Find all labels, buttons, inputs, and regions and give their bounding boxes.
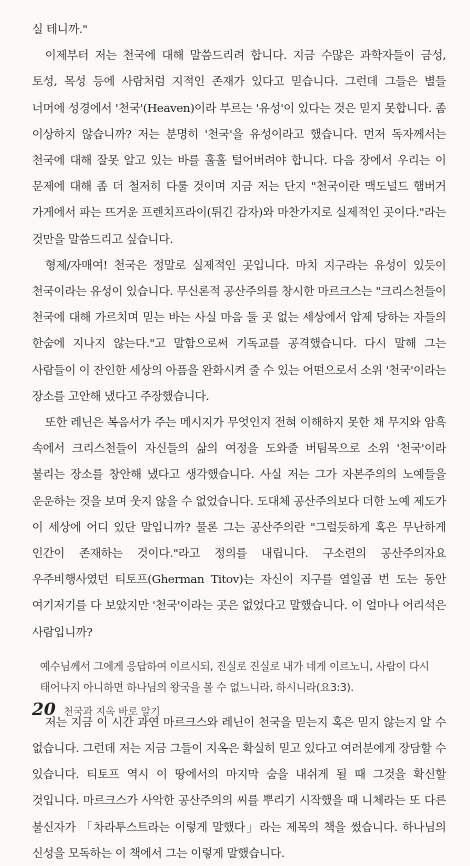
paragraph-marx: 형제/자매여! 천국은 정말로 실제적인 곳입니다. 마치 지구라는 유성이 있듯이 천국이라는 유성이 있습니다. 무신론적 공산주의를 창시한 마르크스는 "크리스천들이 천국에 대해 가르치며 믿는 바는 사실 마음 둘 곳 없는 세상에서 압제 당하는 자들의 한숨에 지나지 않는다."고 말함으로써 기독교를 공격했습니다. 다시 말해 그는 사람들이 이 잔인한 세상의 아픔을 완화시켜 줄 수 있는 어떤으로서 소위 '천국'이라는 장소를 고안해 냈다고 주장했습니다. xyxy=(32,257,446,403)
page-number: 20 xyxy=(32,700,56,720)
paragraph-heaven-intro: 이제부터 저는 천국에 대해 말씀드리려 합니다. 지금 수많은 과학자들이 금성, 토성, 목성 등에 사람처럼 지적인 존재가 있다고 믿습니다. 그런데 그들은 별들 너머에 성경에서 '천국'(Heaven)이라 부르는 '유성'이 있다는 것은 믿지 못합니다. 좀 이상하지 않습니까? 저는 분명히 '천국'을 유성이라고 했습니다. 먼저 독자께서는 천국에 대해 잘못 알고 있는 바를 훌훌 털어버려야 합니다. 다음 장에서 우리는 이 문제에 대해 좀 더 철저히 다룰 것이며 지금 저는 단지 "천국이란 맥도널드 햄버거 가게에서 파는 뜨거운 프렌치프라이(튀긴 감자)와 마찬가지로 실제적인 곳이다."라는 것만을 말씀드리고 싶습니다. xyxy=(32,48,446,246)
page-footer xyxy=(32,700,160,720)
paragraph-lenin: 또한 레닌은 복음서가 주는 메시지가 무엇인지 전혀 이해하지 못한 채 무지와 암흑 속에서 크리스천들이 자신들의 삶의 여정을 도와줄 버팀목으로 소위 '천국'이라 불리는 장소를 창안해 냈다고 생각했습니다. 사실 저는 그가 자본주의의 노예들을 운운하는 것을 보며 웃지 않을 수 없었습니다. 도대체 공산주의보다 더한 노예 제도가 이 세상에 어디 있단 말입니까? 물론 그는 공산주의란 "그럴듯하게 혹은 무난하게 인간이 존재하는 것이다."라고 정의를 내립니다. 구소련의 공산주의자요 우주비행사였던 티토프(Gherman Titov)는 자신이 지구를 열일곱 번 도는 동안 여기저기를 다 보았지만 '천국'이라는 곳은 없었다고 말했습니다. 이 얼마나 어리석은 사람입니까? xyxy=(32,415,446,639)
running-title: 천국과 지옥 바로 알기 xyxy=(63,707,161,718)
scripture-quote: 예수님께서 그에게 응답하여 이르시되, 진실로 진실로 내가 네게 이르노니, 사람이 다시 태어나지 아니하면 하나님의 왕국을 볼 수 없느니라, 하시니라(요3:3). xyxy=(40,660,430,694)
paragraph-continued: 실 테니까." xyxy=(32,22,88,36)
paragraph-nietzsche: 저는 지금 이 시간 과연 마르크스와 레닌이 천국을 믿는지 혹은 믿지 않는지 알 수 없습니다. 그런데 저는 지금 그들이 지옥은 확실히 믿고 있다고 여러분에게 장담할 수 있습니다. 티토프 역시 이 땅에서의 마지막 숨을 내쉬게 될 때 그것을 확신할 것입니다. 마르크스가 사악한 공산주의의 씨를 뿌리기 시작했을 때 니체라는 또 다른 불신자가 「차라투스트라는 이렇게 말했다」라는 제목의 책을 썼습니다. 하나님의 신성을 모독하는 이 책에서 그는 이렇게 말했습니다. xyxy=(32,714,446,860)
page-body xyxy=(32,16,446,866)
